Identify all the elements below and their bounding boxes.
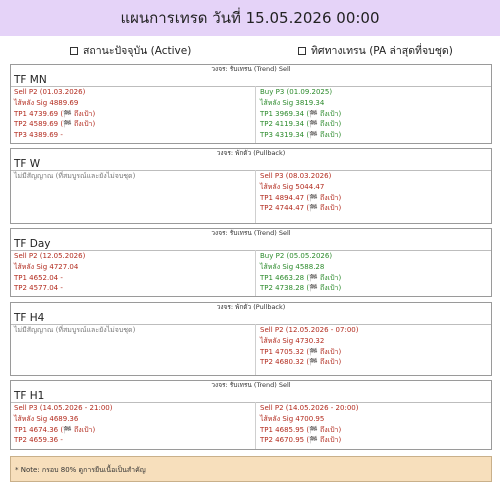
tf-block-mn: [10, 64, 492, 144]
tf-block-h1: [10, 380, 492, 450]
trend-direction-cell: [260, 403, 358, 446]
note-box: [10, 456, 492, 482]
column-divider: [255, 250, 256, 296]
timeframe-title: TF H4: [14, 312, 45, 324]
signal-line: Buy P2 (05.05.2026): [260, 252, 333, 260]
active-status-cell: [14, 403, 112, 446]
column-divider: [255, 86, 256, 143]
timeframe-title: TF W: [14, 158, 41, 170]
tf-block-h4: [10, 302, 492, 376]
column-divider: [255, 402, 256, 449]
signal-line: TP2 4589.69 (🏁 ถึงเป้า): [14, 120, 96, 129]
column-headers: [0, 42, 500, 60]
cycle-label: วงจร: รับเทรน (Trend) Sell: [211, 381, 291, 389]
signal-line: TP1 4663.28 (🏁 ถึงเป้า): [260, 273, 342, 282]
signal-line: ไส้หลัง Sig 4730.32: [260, 336, 325, 345]
cycle-label: วงจร: พักตัว (Pullback): [216, 303, 286, 311]
signal-line: TP3 4389.69 -: [14, 131, 63, 140]
note-text: * Note: กรอบ 80% ดูการยืนเนื้อเป็นสำคัญ: [15, 466, 146, 474]
signal-line: TP2 4680.32 (🏁 ถึงเป้า): [260, 358, 342, 367]
timeframe-title: TF Day: [14, 238, 51, 250]
active-status-cell: [14, 87, 95, 141]
timeframe-title: TF H1: [14, 390, 45, 402]
active-status-cell: [14, 325, 135, 336]
signal-line: TP2 4670.95 (🏁 ถึงเป้า): [260, 436, 342, 445]
signal-line: TP1 4739.69 (🏁 ถึงเป้า): [14, 109, 96, 118]
plan-header: [0, 0, 500, 36]
checkbox-icon[interactable]: [298, 47, 306, 55]
signal-line: TP2 4738.28 (🏁 ถึงเป้า): [260, 284, 342, 293]
tf-block-day: [10, 228, 492, 297]
column-divider: [255, 324, 256, 375]
signal-line: TP1 4894.47 (🏁 ถึงเป้า): [260, 193, 342, 202]
timeframe-title: TF MN: [14, 74, 47, 86]
signal-line: TP3 4319.34 (🏁 ถึงเป้า): [260, 131, 342, 140]
active-status-cell: [14, 171, 135, 182]
no-signal-text: ไม่มีสัญญาณ (ที่สมบูรณ์และยังไม่จบชุด): [14, 172, 136, 180]
signal-line: Sell P2 (01.03.2026): [14, 88, 86, 96]
trend-direction-cell: [260, 171, 341, 214]
signal-line: TP1 4705.32 (🏁 ถึงเป้า): [260, 347, 342, 356]
checkbox-icon[interactable]: [70, 47, 78, 55]
cycle-label: วงจร: รับเทรน (Trend) Sell: [211, 65, 291, 73]
signal-line: TP1 4685.95 (🏁 ถึงเป้า): [260, 425, 342, 434]
signal-line: ไส้หลัง Sig 4700.95: [260, 414, 325, 423]
column-divider: [255, 170, 256, 223]
signal-line: Sell P3 (08.03.2026): [260, 172, 332, 180]
cycle-label: วงจร: พักตัว (Pullback): [216, 149, 286, 157]
tf-block-w: [10, 148, 492, 224]
signal-line: TP2 4659.36 -: [14, 436, 63, 445]
active-status-label: สถานะปัจจุบัน (Active): [83, 45, 192, 57]
signal-line: ไส้หลัง Sig 4727.04: [14, 262, 79, 271]
signal-line: ไส้หลัง Sig 4889.69: [14, 98, 79, 107]
signal-line: TP1 4652.04 -: [14, 273, 63, 282]
trend-direction-cell: [260, 325, 358, 368]
active-status-cell: [14, 251, 85, 294]
cycle-label: วงจร: รับเทรน (Trend) Sell: [211, 229, 291, 237]
signal-line: ไส้หลัง Sig 4588.28: [260, 262, 325, 271]
signal-line: Sell P2 (12.05.2026 - 07:00): [260, 326, 359, 334]
signal-line: Sell P2 (14.05.2026 - 20:00): [260, 404, 359, 412]
signal-line: TP2 4744.47 (🏁 ถึงเป้า): [260, 204, 342, 213]
signal-line: ไส้หลัง Sig 4689.36: [14, 414, 79, 423]
signal-line: TP1 4674.36 (🏁 ถึงเป้า): [14, 425, 96, 434]
signal-line: Sell P3 (14.05.2026 - 21:00): [14, 404, 113, 412]
signal-line: TP2 4119.34 (🏁 ถึงเป้า): [260, 120, 342, 129]
trend-direction-cell: [260, 87, 341, 141]
signal-line: ไส้หลัง Sig 5044.47: [260, 182, 325, 191]
trend-direction-cell: [260, 251, 341, 294]
trend-direction-column-header[interactable]: [298, 42, 453, 59]
plan-title: แผนการเทรด วันที่ 15.05.2026 00:00: [120, 9, 380, 27]
active-status-column-header[interactable]: [70, 42, 191, 59]
trend-direction-label: ทิศทางเทรน (PA ล่าสุดที่จบชุด): [311, 45, 453, 57]
signal-line: TP1 3969.34 (🏁 ถึงเป้า): [260, 109, 342, 118]
signal-line: Sell P2 (12.05.2026): [14, 252, 86, 260]
no-signal-text: ไม่มีสัญญาณ (ที่สมบูรณ์และยังไม่จบชุด): [14, 326, 136, 334]
signal-line: ไส้หลัง Sig 3819.34: [260, 98, 325, 107]
signal-line: Buy P3 (01.09.2025): [260, 88, 333, 96]
signal-line: TP2 4577.04 -: [14, 284, 63, 293]
